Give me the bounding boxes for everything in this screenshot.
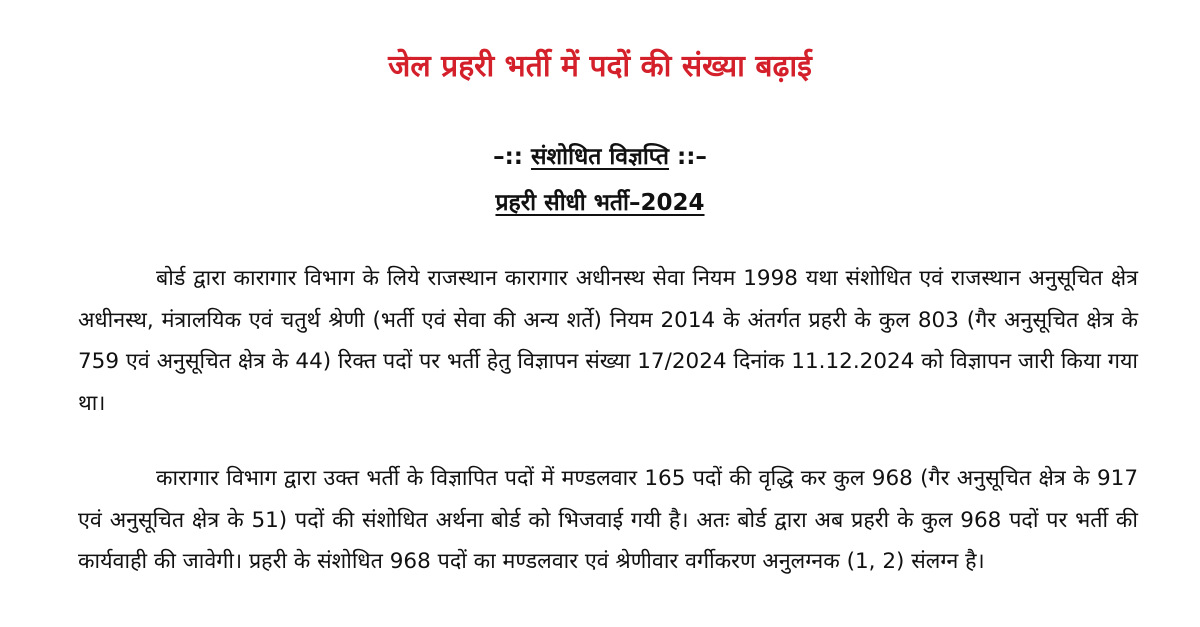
notice-heading-suffix: ::–	[669, 144, 707, 170]
paragraph-2: कारागार विभाग द्वारा उक्त भर्ती के विज्ञापित पदों में मण्डलवार 165 पदों की वृद्धि कर कुल 968 (गैर अनुसूचित क्षेत्र के 917 एवं अनुसूचित क्षेत्र के 51) पदों की संशोधित अर्थना बोर्ड को भिजवाई गयी है। अतः बोर्ड द्वारा अब प्रहरी के कुल 968 पदों पर भर्ती की कार्यवाही की जावेगी। प्रहरी के संशोधित 968 पदों का मण्डलवार एवं श्रेणीवार वर्गीकरण अनुलग्नक (1, 2) संलग्न है।	[78, 466, 1138, 574]
notice-subheading-text: प्रहरी सीधी भर्ती–2024	[495, 190, 705, 216]
notice-heading-prefix: –::	[493, 144, 531, 170]
headline: जेल प्रहरी भर्ती में पदों की संख्या बढ़ाई	[388, 49, 812, 84]
notice-heading-text: संशोधित विज्ञप्ति	[530, 144, 669, 170]
notice-subheading	[0, 188, 1200, 218]
notice-heading	[0, 142, 1200, 172]
paragraph-1: बोर्ड द्वारा कारागार विभाग के लिये राजस्थान कारागार अधीनस्थ सेवा नियम 1998 यथा संशोधित एवं राजस्थान अनुसूचित क्षेत्र अधीनस्थ, मंत्रालयिक एवं चतुर्थ श्रेणी (भर्ती एवं सेवा की अन्य शर्ते) नियम 2014 के अंतर्गत प्रहरी के कुल 803 (गैर अनुसूचित क्षेत्र के 759 एवं अनुसूचित क्षेत्र के 44) रिक्त पदों पर भर्ती हेतु विज्ञापन संख्या 17/2024 दिनांक 11.12.2024 को विज्ञापन जारी किया गया था।	[78, 266, 1138, 416]
